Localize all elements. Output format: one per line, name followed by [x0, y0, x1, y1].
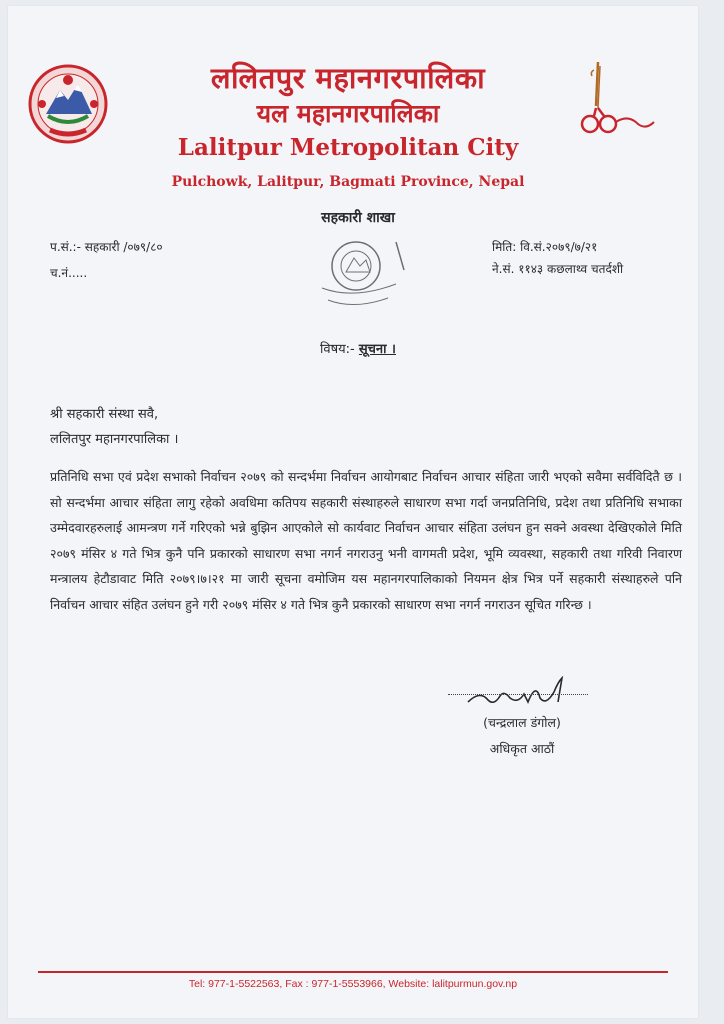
letter-body: प्रतिनिधि सभा एवं प्रदेश सभाको निर्वाचन २०७९ को सन्दर्भमा निर्वाचन आयोगबाट निर्वाचन आचार संहिता जारी भएको सवैमा सर्वविदितै छ । सो सन्दर्भमा आचार संहिता लागु रहेको अवधिमा कतिपय सहकारी संस्थाहरुले साधारण सभा गर्दा जनप्रतिनिधि, प्रदेश तथा प्रतिनिधि सभाका उम्मेदवारहरुलाई आमन्त्रण गर्ने गरिएको भन्ने बुझिन आएकोले सो कार्यवाट निर्वाचन आचार संहिता उलंघन हुन सक्ने अवस्था देखिएकोले मिति २०७९ मंसिर ४ गते भित्र कुनै पनि प्रकारको साधारण सभा नगर्न नगराउनु भनी वागमती प्रदेश, भूमि व्यवस्था, सहकारी तथा गरिवी निवारण मन्त्रालय हेटौडावाट मिति २०७९।७।२१ मा जारी सूचना वमोजिम यस महानगरपालिकाको नियमन क्षेत्र भित्र पर्ने सहकारी संस्थाहरुले पनि निर्वाचन आचार संहित उलंघन हुने गरी २०७९ मंसिर ४ गते भित्र कुनै प्रकारको साधारण सभा नगर्न नगराउन सूचित गरिन्छ ।: [50, 469, 682, 612]
handwritten-signature: [458, 672, 588, 712]
recipient-line-1: श्री सहकारी संस्था सवै,: [50, 407, 159, 422]
department-name: सहकारी शाखा: [321, 210, 395, 226]
address: Pulchowk, Lalitpur, Bagmati Province, Nepal: [171, 174, 525, 190]
signatory-title: अधिकृत आठौं: [489, 741, 555, 756]
nepal-government-emblem-icon: [26, 62, 110, 146]
signature-line: [448, 694, 588, 695]
footer-divider: [38, 971, 668, 973]
recipient-line-2: ललितपुर महानगरपालिका ।: [50, 432, 179, 447]
nepal-sambat-date: ने.सं. ११४३ कछलाथ्व चतर्दशी: [492, 262, 624, 276]
office-seal-stamp: [304, 222, 424, 322]
subject-line: [258, 339, 458, 357]
reference-number: प.सं.:- सहकारी /०७९/८०: [50, 240, 163, 254]
letter-page: [8, 6, 698, 1018]
title-newari: यल महानगरपालिका: [256, 99, 440, 128]
footer-contact: Tel: 977-1-5522563, Fax : 977-1-5553966, Website: lalitpurmun.gov.np: [188, 978, 518, 990]
title-nepali: ललितपुर महानगरपालिका: [210, 61, 486, 95]
subject-label: विषय:-: [320, 342, 355, 357]
dispatch-number: च.नं.....: [50, 266, 88, 280]
letter-date: मिति: वि.सं.२०७९/७/२१: [492, 240, 598, 254]
signatory-name: (चन्द्रलाल डंगोल): [483, 715, 561, 730]
title-english: Lalitpur Metropolitan City: [177, 134, 519, 161]
scissors-ribbon-logo-icon: [576, 58, 656, 142]
subject-text: सूचना ।: [358, 342, 396, 357]
